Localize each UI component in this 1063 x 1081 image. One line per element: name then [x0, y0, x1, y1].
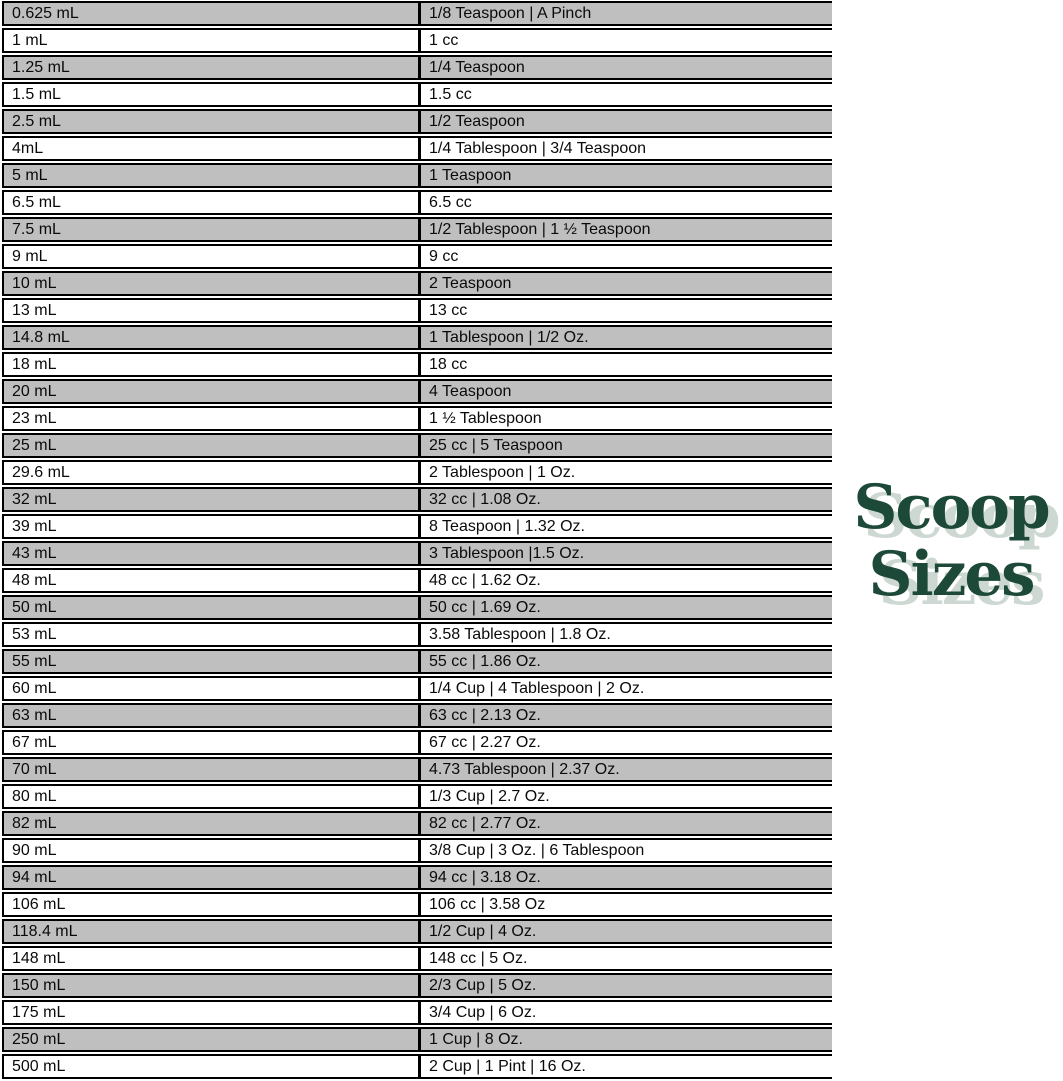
ml-cell: 39 mL [4, 516, 421, 537]
table-row [2, 1027, 832, 1052]
ml-cell: 90 mL [4, 840, 421, 861]
table-row [2, 865, 832, 890]
equivalent-cell: 1/2 Cup | 4 Oz. [429, 923, 537, 940]
ml-cell: 32 mL [4, 489, 421, 510]
equivalent-cell: 4.73 Tablespoon | 2.37 Oz. [429, 761, 620, 778]
table-row [2, 487, 832, 512]
equivalent-cell: 2 Teaspoon [429, 275, 512, 292]
equivalent-cell: 3.58 Tablespoon | 1.8 Oz. [429, 626, 611, 643]
ml-cell: 60 mL [4, 678, 421, 699]
ml-cell: 2.5 mL [4, 111, 421, 132]
ml-cell: 500 mL [4, 1056, 421, 1077]
equivalent-cell: 63 cc | 2.13 Oz. [429, 707, 541, 724]
ml-cell: 1 mL [4, 30, 421, 51]
equivalent-cell: 1 Tablespoon | 1/2 Oz. [429, 329, 589, 346]
table-row [2, 325, 832, 350]
ml-cell: 43 mL [4, 543, 421, 564]
equivalent-cell: 67 cc | 2.27 Oz. [429, 734, 541, 751]
table-row [2, 784, 832, 809]
equivalent-cell: 13 cc [429, 302, 468, 319]
ml-cell: 29.6 mL [4, 462, 421, 483]
ml-cell: 0.625 mL [4, 3, 421, 24]
equivalent-cell: 1/4 Cup | 4 Tablespoon | 2 Oz. [429, 680, 645, 697]
logo-line-1: Scoop [853, 472, 1049, 543]
ml-cell: 1.5 mL [4, 84, 421, 105]
ml-cell: 48 mL [4, 570, 421, 591]
ml-cell: 23 mL [4, 408, 421, 429]
equivalent-cell: 94 cc | 3.18 Oz. [429, 869, 541, 886]
equivalent-cell: 1 cc [429, 32, 459, 49]
equivalent-cell: 1.5 cc [429, 86, 472, 103]
equivalent-cell: 9 cc [429, 248, 459, 265]
ml-cell: 5 mL [4, 165, 421, 186]
equivalent-cell: 1/4 Teaspoon [429, 59, 525, 76]
equivalent-cell: 1 ½ Tablespoon [429, 410, 542, 427]
equivalent-cell: 1 Cup | 8 Oz. [429, 1031, 523, 1048]
table-row [2, 514, 832, 539]
equivalent-cell: 1 Teaspoon [429, 167, 512, 184]
equivalent-cell: 50 cc | 1.69 Oz. [429, 599, 541, 616]
ml-cell: 67 mL [4, 732, 421, 753]
table-row [2, 811, 832, 836]
ml-cell: 82 mL [4, 813, 421, 834]
table-row [2, 757, 832, 782]
ml-cell: 55 mL [4, 651, 421, 672]
table-row [2, 973, 832, 998]
equivalent-cell: 4 Teaspoon [429, 383, 512, 400]
table-row [2, 892, 832, 917]
logo-line-2: Sizes [868, 539, 1034, 610]
table-row [2, 55, 832, 80]
equivalent-cell: 2 Cup | 1 Pint | 16 Oz. [429, 1058, 586, 1075]
table-row [2, 541, 832, 566]
table-row [2, 1054, 832, 1079]
ml-cell: 25 mL [4, 435, 421, 456]
table-row [2, 919, 832, 944]
ml-cell: 7.5 mL [4, 219, 421, 240]
table-row [2, 298, 832, 323]
table-row [2, 568, 832, 593]
table-row [2, 622, 832, 647]
ml-cell: 1.25 mL [4, 57, 421, 78]
table-row [2, 190, 832, 215]
table-row [2, 28, 832, 53]
table-row [2, 649, 832, 674]
table-row [2, 1, 832, 26]
table-row [2, 730, 832, 755]
table-row [2, 271, 832, 296]
table-row [2, 217, 832, 242]
equivalent-cell: 82 cc | 2.77 Oz. [429, 815, 541, 832]
ml-cell: 63 mL [4, 705, 421, 726]
table-row [2, 136, 832, 161]
table-row [2, 163, 832, 188]
ml-cell: 80 mL [4, 786, 421, 807]
ml-cell: 14.8 mL [4, 327, 421, 348]
scoop-sizes-logo [843, 474, 1059, 608]
ml-cell: 6.5 mL [4, 192, 421, 213]
equivalent-cell: 3 Tablespoon |1.5 Oz. [429, 545, 585, 562]
ml-cell: 13 mL [4, 300, 421, 321]
equivalent-cell: 106 cc | 3.58 Oz [429, 896, 546, 913]
equivalent-cell: 1/2 Tablespoon | 1 ½ Teaspoon [429, 221, 651, 238]
ml-cell: 4mL [4, 138, 421, 159]
table-row [2, 352, 832, 377]
table-row [2, 703, 832, 728]
equivalent-cell: 32 cc | 1.08 Oz. [429, 491, 541, 508]
table-row [2, 244, 832, 269]
table-row [2, 595, 832, 620]
equivalent-cell: 2/3 Cup | 5 Oz. [429, 977, 537, 994]
ml-cell: 53 mL [4, 624, 421, 645]
ml-cell: 94 mL [4, 867, 421, 888]
table-row [2, 406, 832, 431]
ml-cell: 20 mL [4, 381, 421, 402]
equivalent-cell: 25 cc | 5 Teaspoon [429, 437, 563, 454]
equivalent-cell: 1/8 Teaspoon | A Pinch [429, 5, 592, 22]
ml-cell: 18 mL [4, 354, 421, 375]
ml-cell: 250 mL [4, 1029, 421, 1050]
table-row [2, 1000, 832, 1025]
ml-cell: 148 mL [4, 948, 421, 969]
equivalent-cell: 148 cc | 5 Oz. [429, 950, 528, 967]
equivalent-cell: 1/3 Cup | 2.7 Oz. [429, 788, 550, 805]
ml-cell: 175 mL [4, 1002, 421, 1023]
ml-cell: 50 mL [4, 597, 421, 618]
ml-cell: 106 mL [4, 894, 421, 915]
equivalent-cell: 8 Teaspoon | 1.32 Oz. [429, 518, 585, 535]
table-row [2, 109, 832, 134]
ml-cell: 70 mL [4, 759, 421, 780]
table-row [2, 838, 832, 863]
ml-cell: 10 mL [4, 273, 421, 294]
equivalent-cell: 3/8 Cup | 3 Oz. | 6 Tablespoon [429, 842, 645, 859]
equivalent-cell: 6.5 cc [429, 194, 472, 211]
scoop-size-conversion-table [2, 1, 832, 1081]
equivalent-cell: 1/2 Teaspoon [429, 113, 525, 130]
ml-cell: 150 mL [4, 975, 421, 996]
table-row [2, 946, 832, 971]
table-row [2, 379, 832, 404]
table-row [2, 676, 832, 701]
ml-cell: 118.4 mL [4, 921, 421, 942]
equivalent-cell: 18 cc [429, 356, 468, 373]
equivalent-cell: 55 cc | 1.86 Oz. [429, 653, 541, 670]
equivalent-cell: 1/4 Tablespoon | 3/4 Teaspoon [429, 140, 647, 157]
table-row [2, 433, 832, 458]
equivalent-cell: 2 Tablespoon | 1 Oz. [429, 464, 576, 481]
ml-cell: 9 mL [4, 246, 421, 267]
table-row [2, 82, 832, 107]
equivalent-cell: 3/4 Cup | 6 Oz. [429, 1004, 537, 1021]
equivalent-cell: 48 cc | 1.62 Oz. [429, 572, 541, 589]
table-row [2, 460, 832, 485]
